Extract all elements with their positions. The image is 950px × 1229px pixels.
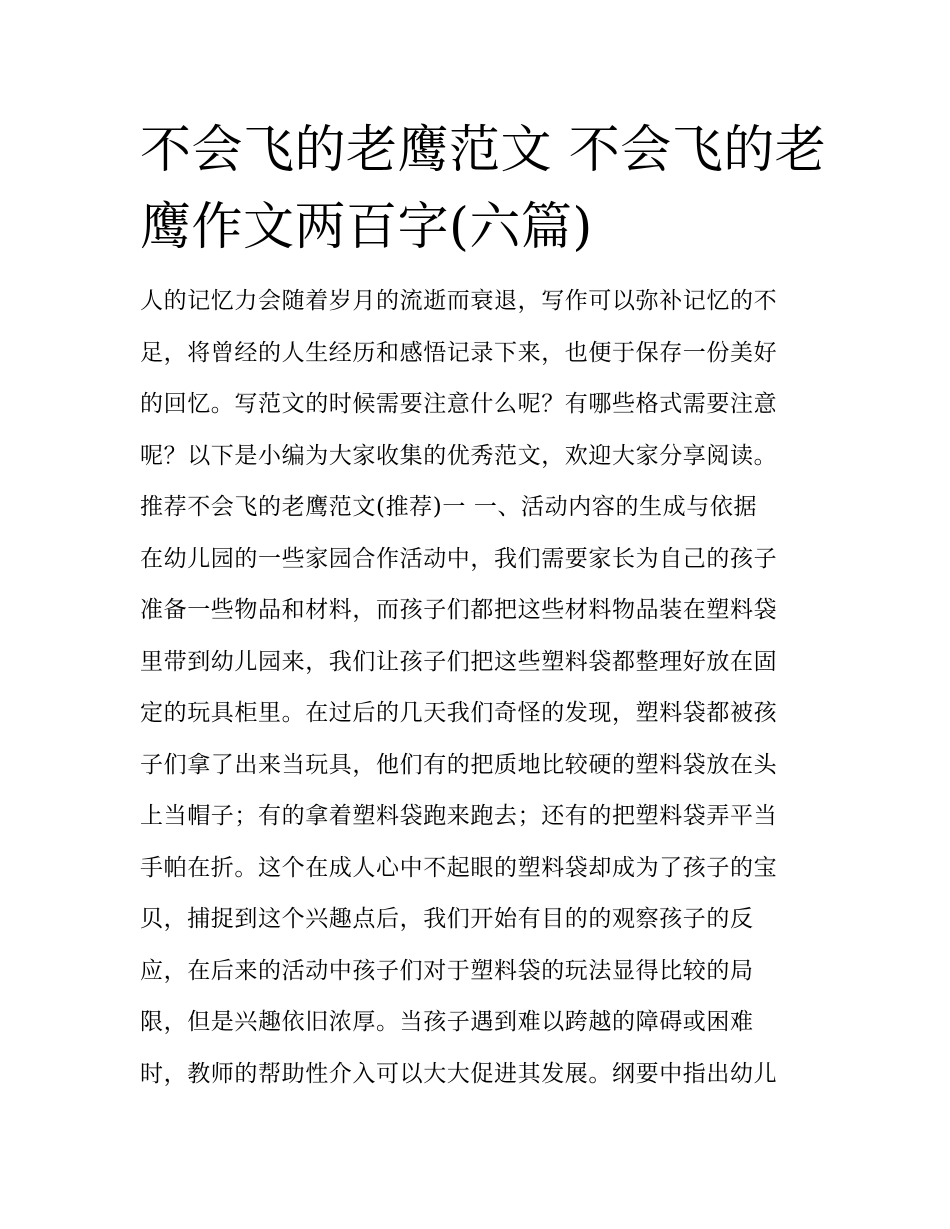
body-line-16: 时，教师的帮助性介入可以大大促进其发展。纲要中指出幼儿	[140, 1060, 778, 1087]
title-line-2: 鹰作文两百字(六篇)	[140, 198, 593, 257]
document-title	[140, 112, 827, 266]
body-line-9: 定的玩具柜里。在过后的几天我们奇怪的发现，塑料袋都被孩	[140, 700, 778, 726]
body-line-4: 呢？以下是小编为大家收集的优秀范文，欢迎大家分享阅读。	[140, 442, 778, 469]
title-line-1: 不会飞的老鹰范文 不会飞的老	[140, 121, 827, 180]
body-line-10: 子们拿了出来当玩具，他们有的把质地比较硬的塑料袋放在头	[140, 751, 778, 778]
body-line-12: 手帕在折。这个在成人心中不起眼的塑料袋却成为了孩子的宝	[140, 854, 778, 881]
body-line-11: 上当帽子；有的拿着塑料袋跑来跑去；还有的把塑料袋弄平当	[140, 803, 778, 829]
body-line-14: 应，在后来的活动中孩子们对于塑料袋的玩法显得比较的局	[140, 957, 754, 984]
body-line-7: 准备一些物品和材料，而孩子们都把这些材料物品装在塑料袋	[140, 597, 778, 623]
body-line-3: 的回忆。写范文的时候需要注意什么呢？有哪些格式需要注意	[140, 391, 778, 417]
body-line-15: 限，但是兴趣依旧浓厚。当孩子遇到难以跨越的障碍或困难	[140, 1009, 754, 1035]
body-line-6: 在幼儿园的一些家园合作活动中，我们需要家长为自己的孩子	[140, 545, 778, 572]
body-line-1: 人的记忆力会随着岁月的流逝而衰退，写作可以弥补记忆的不	[140, 288, 778, 314]
body-line-13: 贝，捕捉到这个兴趣点后，我们开始有目的的观察孩子的反	[140, 906, 754, 932]
document-body	[140, 276, 820, 1100]
body-line-2: 足，将曾经的人生经历和感悟记录下来，也便于保存一份美好	[140, 339, 778, 366]
body-line-8: 里带到幼儿园来，我们让孩子们把这些塑料袋都整理好放在固	[140, 648, 778, 675]
body-line-5: 推荐不会飞的老鹰范文(推荐)一 一、活动内容的生成与依据	[140, 494, 758, 520]
